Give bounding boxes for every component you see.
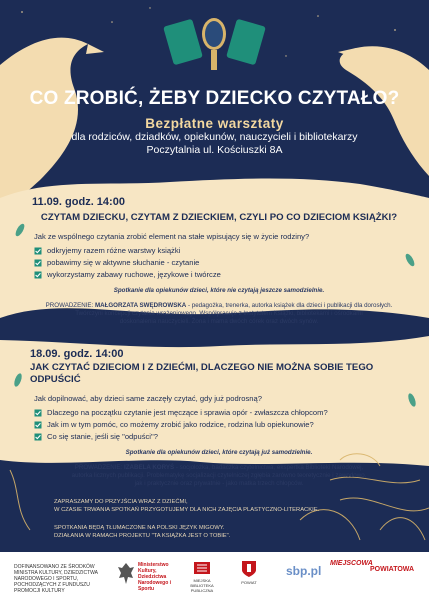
funding-note: DOFINANSOWANO ZE ŚRODKÓW MINISTRA KULTURY, DZIEDZICTWA NARODOWEGO I SPORTU, POCHODZĄCYCH Z FUNDUSZU PROMOCJI KULTURY (14, 564, 98, 594)
venue-line: Poczytalnia ul. Kościuszki 8A (146, 144, 283, 156)
checkbox-icon (34, 271, 42, 279)
workshop-1 (24, 196, 414, 326)
list-item: wykorzystamy zabawy ruchowe, językowe i twórcze (34, 269, 414, 281)
list-item: pobawimy się w aktywne słuchanie - czytanie (34, 257, 414, 269)
workshop-2-date: 18.09. godz. 14:00 (30, 348, 124, 360)
books-mirror-emblem (163, 18, 266, 70)
list-item: odkryjemy razem różne warstwy książki (34, 245, 414, 257)
subtitle: Bezpłatne warsztaty (145, 116, 284, 131)
eagle-emblem-icon (116, 560, 136, 588)
workshop-2-question: Jak dopilnować, aby dzieci same zaczęły czytać, gdy już podrosną? (34, 394, 262, 403)
checkbox-icon (34, 421, 42, 429)
workshop-1-headline: CZYTAM DZIECKU, CZYTAM Z DZIECKIEM, CZYLI PO CO DZIECIOM KSIĄŻKI? (40, 212, 398, 223)
workshop-1-question: Jak ze wspólnego czytania zrobić element na stałe wpisujący się w życie rodziny? (34, 232, 310, 241)
checkbox-icon (34, 259, 42, 267)
ministry-logo: Ministerstwo Kultury, Dziedzictwa Narodowego i Sportu (138, 562, 172, 592)
header (0, 88, 429, 157)
workshop-1-note: Spotkanie dla opiekunów dzieci, które nie czytają jeszcze samodzielnie. (113, 287, 325, 294)
workshop-1-date: 11.09. godz. 14:00 (32, 196, 125, 208)
city-logo: MIEJSCOWA (330, 560, 373, 567)
workshop-2-headline: JAK CZYTAĆ DZIECIOM I Z DZIEĆMI, DLACZEGO NIE MOŻNA SOBIE TEGO ODPUŚCIĆ (30, 362, 374, 385)
workshop-1-list (34, 245, 414, 281)
list-item: Dlaczego na początku czytanie jest męczące i sprawia opór - zwłaszcza chłopcom? (34, 407, 414, 419)
workshop-2-list (34, 407, 414, 443)
workshop-2-note: Spotkanie dla opiekunów dzieci, które czytają już samodzielnie. (125, 449, 313, 456)
checkbox-icon (34, 247, 42, 255)
workshop-1-leader: PROWADZENIE: MAŁGORZATA SWĘDROWSKA - pedagożka, trenerka, autorka książek dla dzieci i publikacji dla dorosłych. Twórczyni koncepcji czytania wrażeniowego. Współpracuje z Instytutem Książki, bibliotekami i ośrodkami doskonalenia nauczycieli. Żona i mama dwóch córek oraz dwóch synów. (45, 302, 393, 325)
audience-line: dla rodziców, dziadków, opiekunów, nauczycieli i bibliotekarzy (71, 131, 358, 143)
checkbox-icon (34, 409, 42, 417)
list-item: Co się stanie, jeśli się "odpuści"? (34, 431, 414, 443)
library-logo: MIEJSKA BIBLIOTEKA PUBLICZNA (182, 560, 222, 593)
powiat-logo: POWIATOWA (370, 566, 415, 573)
sbp-logo: sbp.pl (286, 564, 322, 578)
workshop-2 (24, 348, 414, 488)
page-title: CO ZROBIĆ, ŻEBY DZIECKO CZYTAŁO? (29, 88, 400, 109)
workshop-2-leader: PROWADZENIE: IZABELA KORYŚ - socjolożka, badaczka czytelnictwa, ekspertka Biblioteki Narodowej, autorka licznych publikacji. Problematykę socjalizacji czytelniczej zgłębia zarówno teoretycznie i zawodowo, jak i praktycznie oraz prywatnie - jako matka trzech chłopców. (71, 464, 367, 487)
list-item: Jak im w tym pomóc, co możemy zrobić jako rodzice, rodzina lub opiekunowie? (34, 419, 414, 431)
footer-invite: ZAPRASZAMY DO PRZYJŚCIA WRAZ Z DZIEĆMI, W CZASIE TRWANIA SPOTKAŃ PRZYGOTUJEMY DLA NICH ZAJĘCIA PLASTYCZNO-LITERACKIE. (54, 499, 320, 513)
footer-info: SPOTKANIA BĘDĄ TŁUMACZONE NA POLSKI JĘZYK MIGOWY. DZIAŁANIA W RAMACH PROJEKTU "TA KSIĄŻKA JEST O TOBIE". (54, 525, 231, 539)
sponsor-logos (0, 552, 429, 600)
district-logo: POWIAT (232, 560, 266, 585)
checkbox-icon (34, 433, 42, 441)
